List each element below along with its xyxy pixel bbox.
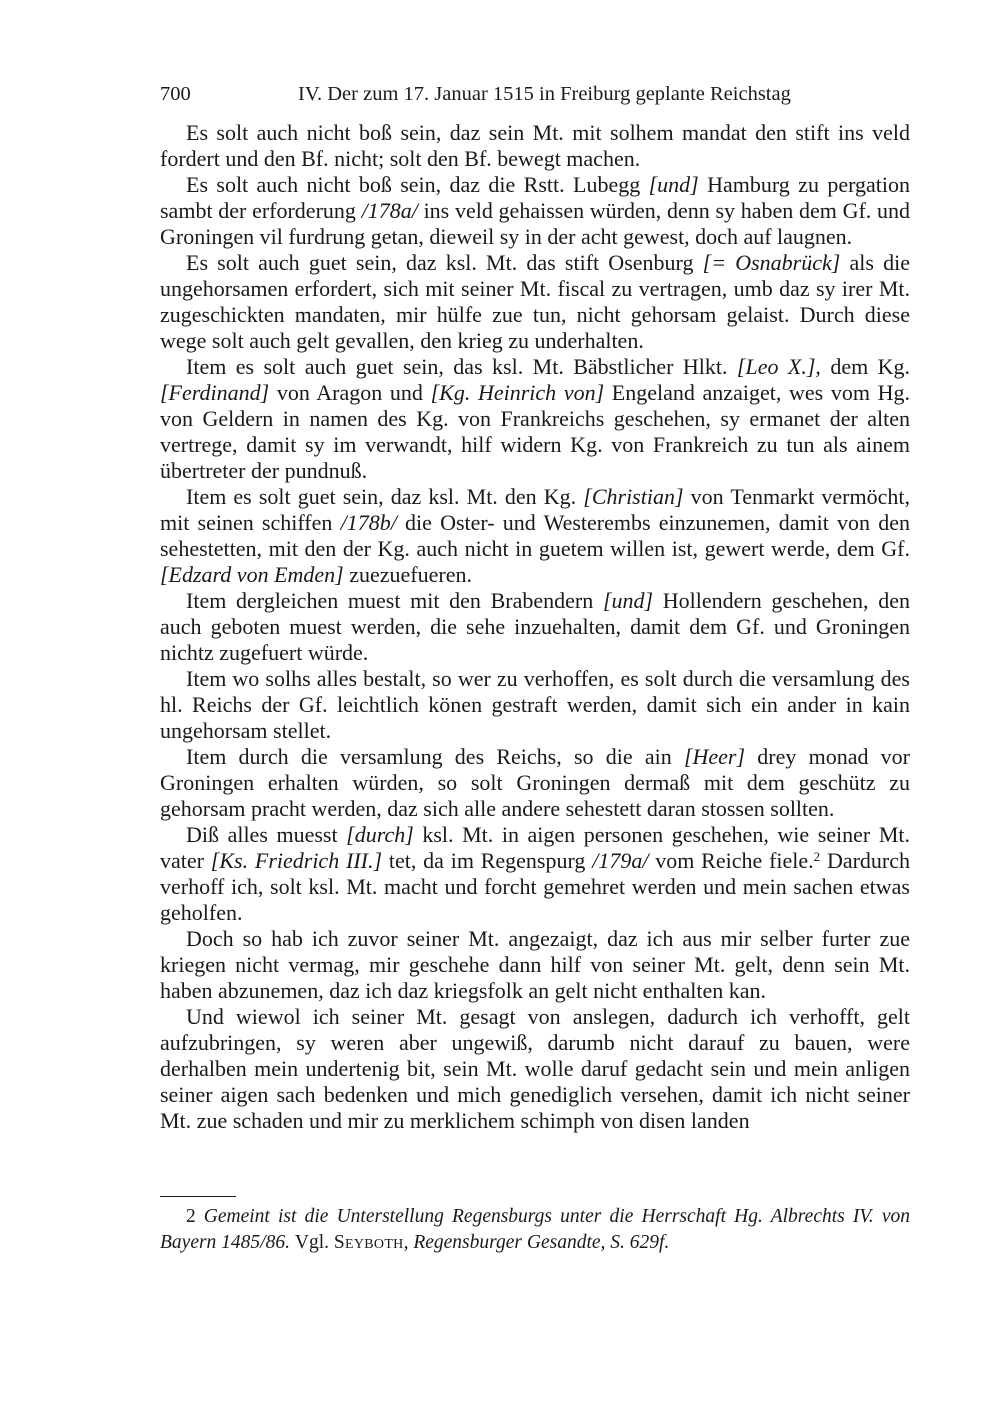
text-run: Es solt auch guet sein, daz ksl. Mt. das stift Osenburg — [186, 250, 703, 275]
editorial-insertion: [und] — [648, 172, 699, 197]
text-run: Item dergleichen muest mit den Brabendern — [186, 588, 603, 613]
text-run: zuezuefueren. — [343, 562, 472, 587]
text-run: als die ungehorsamen erfordert, sich mit seiner Mt. fiscal zu vertragen, umb daz sy irer Mt. zugeschickten mandaten, mir hülfe zue tun, nicht gehorsam gelaist. Durch diese wege solt auch gelt gevallen, den krieg zu underhalten. — [160, 250, 910, 353]
text-run: drey monad vor Groningen erhalten würden, so solt Groningen dermaß mit dem geschütz zu gehorsam pracht werden, daz sich alle andere sehestett daran stossen sollten. — [160, 744, 911, 821]
text-run: Item es solt guet sein, daz ksl. Mt. den Kg. — [186, 484, 584, 509]
page-number: 700 — [160, 83, 191, 105]
editorial-insertion: [Christian] — [583, 484, 684, 509]
text-run: Hamburg zu pergation sambt der erforderung — [160, 172, 911, 223]
editorial-insertion: [Heer] — [683, 744, 746, 769]
paragraph — [160, 120, 910, 172]
paragraph — [160, 822, 910, 926]
paragraph — [160, 172, 910, 250]
footnote-reference: 2 — [813, 849, 821, 864]
running-title: IV. Der zum 17. Januar 1515 in Freiburg geplante Reichstag — [298, 83, 791, 105]
editorial-insertion: [Leo X.] — [736, 354, 816, 379]
text-run: vom Reiche fiele. — [648, 848, 814, 873]
text-run: von Tenmarkt vermöcht, mit seinen schiffen — [160, 484, 910, 535]
text-run: Es solt auch nicht boß sein, daz sein Mt. mit solhem mandat den stift ins veld fordert und den Bf. nicht; solt den Bf. bewegt machen. — [160, 120, 910, 171]
paragraph — [160, 926, 910, 1004]
editorial-insertion: /178a/ — [361, 198, 418, 223]
text-run: Item es solt auch guet sein, das ksl. Mt. Bäbstlicher Hlkt. — [186, 354, 737, 379]
editorial-insertion: [durch] — [346, 822, 414, 847]
editorial-insertion: [Kg. Heinrich von] — [430, 380, 605, 405]
text-run: Vgl. — [294, 1232, 334, 1253]
editorial-insertion: [Ks. Friedrich III.] — [210, 848, 383, 873]
editorial-insertion: /178b/ — [340, 510, 397, 535]
editorial-insertion: [Edzard von Emden] — [160, 562, 344, 587]
text-run: Item durch die versamlung des Reichs, so die ain — [186, 744, 684, 769]
author-name: Seyboth — [333, 1232, 404, 1253]
editorial-insertion: /179a/ — [592, 848, 649, 873]
paragraph — [160, 484, 910, 588]
paragraph — [160, 666, 910, 744]
text-run: ins veld gehaissen würden, denn sy haben dem Gf. und Groningen vil furdrung getan, dieweil sy in der acht gewest, doch auf laugnen. — [160, 198, 910, 249]
text-run: von Aragon und — [269, 380, 431, 405]
text-run: , Regensburger Gesandte, S. 629f. — [403, 1232, 670, 1253]
footnote — [160, 1204, 910, 1256]
editorial-insertion: [Ferdinand] — [160, 380, 270, 405]
editorial-insertion: [= Osnabrück] — [702, 250, 841, 275]
text-run: Diß alles muesst — [186, 822, 347, 847]
body-text — [160, 120, 910, 1134]
text-run: Dardurch verhoff ich, solt ksl. Mt. macht und forcht gemehret werden und mein sachen etwas geholfen. — [160, 848, 911, 925]
text-run: Es solt auch nicht boß sein, daz die Rstt. Lubegg — [186, 172, 649, 197]
paragraph — [160, 588, 910, 666]
text-run: ksl. Mt. in aigen personen geschehen, wie seiner Mt. vater — [160, 822, 910, 873]
text-run: tet, da im Regenspurg — [382, 848, 593, 873]
paragraph — [160, 250, 910, 354]
footnote-separator — [160, 1196, 236, 1197]
footnote-text — [160, 1206, 910, 1253]
text-run: Hollendern geschehen, den auch geboten muest werden, die sehe inzuehalten, damit dem Gf. und Groningen nichtz zugefuert würde. — [160, 588, 910, 665]
text-run: Gemeint ist die Unterstellung Regensburgs unter die Herrschaft Hg. Albrechts IV. von Bayern 1485/86. — [160, 1206, 910, 1253]
text-run: Und wiewol ich seiner Mt. gesagt von anslegen, dadurch ich verhofft, gelt aufzubringen, sy weren aber ungewiß, darumb nicht darauf zu bauen, were derhalben mein undertenig bit, sein Mt. wolle daruf gedacht sein und mein anligen seiner aigen sach bedenken und mich genediglich versehen, damit ich nicht seiner Mt. zue schaden und mir zu merklichem schimph von disen landen — [160, 1004, 910, 1133]
text-run: Doch so hab ich zuvor seiner Mt. angezaigt, daz ich aus mir selber furter zue kriegen nicht vermag, mir geschehe dann hilf von seiner Mt. gelt, denn sein Mt. haben abzunemen, daz ich daz kriegsfolk an gelt nicht enthalten kan. — [160, 926, 910, 1003]
paragraph — [160, 744, 910, 822]
paragraph — [160, 1004, 910, 1134]
paragraph — [160, 354, 910, 484]
text-run: , dem Kg. — [815, 354, 910, 379]
text-run: die Oster- und Westerembs einzunemen, damit von den sehestetten, mit den der Kg. auch nicht in guetem willen ist, gewert werde, dem Gf. — [160, 510, 910, 561]
footnote-marker: 2 — [186, 1206, 196, 1227]
text-run: Item wo solhs alles bestalt, so wer zu verhoffen, es solt durch die versamlung des hl. Reichs der Gf. leichtlich könen gestraft werden, damit sich ein ander in kain ungehorsam stellet. — [160, 666, 910, 743]
text-run: Engeland anzaiget, wes vom Hg. von Geldern in namen des Kg. von Frankreichs geschehen, sy ermanet der alten vertrege, damit sy im verwandt, hilf widern Kg. von Frankreich zu tun als ainem übertreter der pundnuß. — [160, 380, 911, 483]
editorial-insertion: [und] — [602, 588, 654, 613]
